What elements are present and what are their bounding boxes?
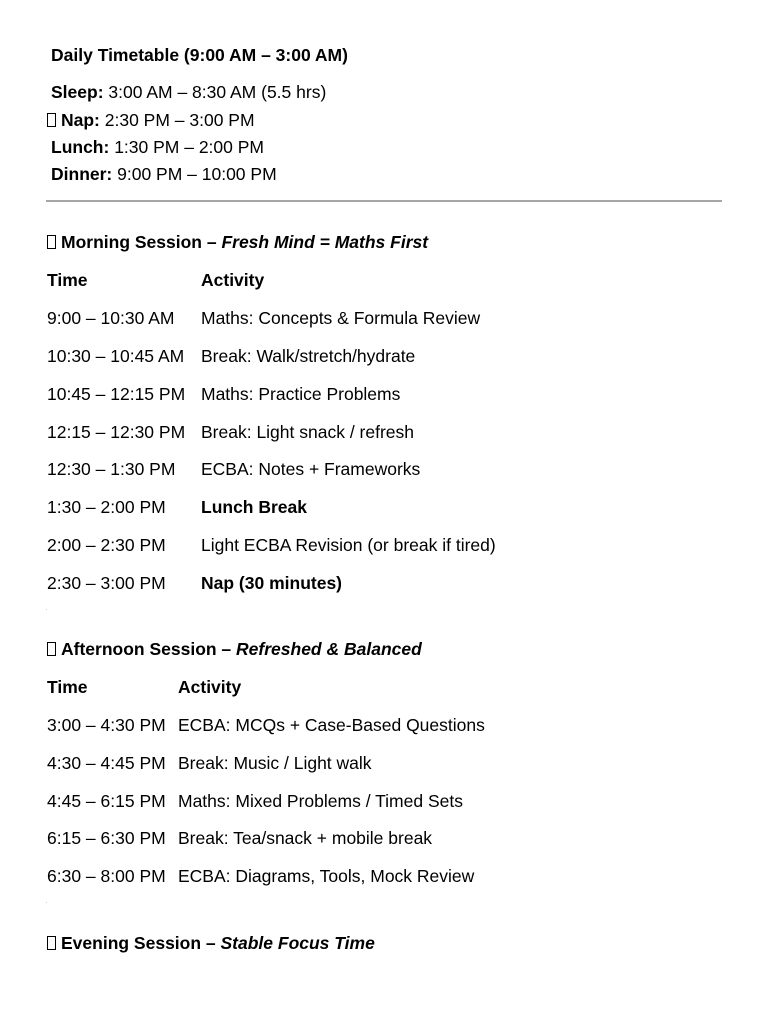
lunch-label: Lunch: <box>51 137 110 157</box>
time-cell: 2:00 – 2:30 PM <box>47 535 166 555</box>
sleep-value: 3:00 AM – 8:30 AM (5.5 hrs) <box>103 82 327 102</box>
activity-cell: Maths: Mixed Problems / Timed Sets <box>178 791 463 811</box>
activity-cell: ECBA: Notes + Frameworks <box>201 459 421 479</box>
time-cell: 12:30 – 1:30 PM <box>47 459 176 479</box>
morning-title: Morning Session – <box>61 232 222 252</box>
evening-heading <box>47 933 375 953</box>
time-cell: 9:00 – 10:30 AM <box>47 308 175 328</box>
time-cell: 4:30 – 4:45 PM <box>47 753 166 773</box>
afternoon-heading <box>47 639 422 659</box>
sleep-label: Sleep: <box>51 82 104 102</box>
column-header-activity: Activity <box>178 677 242 697</box>
activity-cell: Light ECBA Revision (or break if tired) <box>201 535 496 555</box>
empty-paragraph-mark <box>46 609 47 610</box>
activity-cell: Break: Music / Light walk <box>178 753 372 773</box>
nap-label: Nap: <box>61 110 100 130</box>
activity-cell: Break: Tea/snack + mobile break <box>178 828 433 848</box>
afternoon-subtitle: Refreshed & Balanced <box>236 639 422 659</box>
lunch-value: 1:30 PM – 2:00 PM <box>109 137 264 157</box>
dinner-value: 9:00 PM – 10:00 PM <box>112 164 277 184</box>
morning-heading <box>47 232 428 252</box>
lunch-line <box>51 137 264 157</box>
activity-cell: Nap (30 minutes) <box>201 573 342 593</box>
nap-value: 2:30 PM – 3:00 PM <box>99 110 255 130</box>
timetable-title: Daily Timetable (9:00 AM – 3:00 AM) <box>51 45 348 65</box>
time-cell: 2:30 – 3:00 PM <box>47 573 166 593</box>
activity-cell: Break: Walk/stretch/hydrate <box>201 346 416 366</box>
morning-subtitle: Fresh Mind = Maths First <box>221 232 429 252</box>
dinner-line <box>51 164 277 184</box>
horizontal-divider <box>46 200 722 202</box>
time-cell: 6:15 – 6:30 PM <box>47 828 166 848</box>
missing-glyph-icon <box>47 642 56 656</box>
sleep-line <box>51 82 326 102</box>
activity-cell: Maths: Concepts & Formula Review <box>201 308 481 328</box>
column-header-time: Time <box>47 270 88 290</box>
dinner-label: Dinner: <box>51 164 113 184</box>
time-cell: 12:15 – 12:30 PM <box>47 422 186 442</box>
evening-title: Evening Session – <box>61 933 221 953</box>
activity-cell: Lunch Break <box>201 497 307 517</box>
time-cell: 6:30 – 8:00 PM <box>47 866 166 886</box>
time-cell: 10:45 – 12:15 PM <box>47 384 186 404</box>
activity-cell: ECBA: Diagrams, Tools, Mock Review <box>178 866 475 886</box>
activity-cell: ECBA: MCQs + Case-Based Questions <box>178 715 485 735</box>
nap-line <box>47 110 255 130</box>
missing-glyph-icon <box>47 113 56 127</box>
missing-glyph-icon <box>47 936 56 950</box>
evening-subtitle: Stable Focus Time <box>220 933 375 953</box>
time-cell: 4:45 – 6:15 PM <box>47 791 166 811</box>
afternoon-title: Afternoon Session – <box>61 639 237 659</box>
activity-cell: Break: Light snack / refresh <box>201 422 415 442</box>
time-cell: 1:30 – 2:00 PM <box>47 497 166 517</box>
column-header-activity: Activity <box>201 270 265 290</box>
activity-cell: Maths: Practice Problems <box>201 384 401 404</box>
empty-paragraph-mark <box>46 902 47 903</box>
time-cell: 10:30 – 10:45 AM <box>47 346 185 366</box>
time-cell: 3:00 – 4:30 PM <box>47 715 166 735</box>
column-header-time: Time <box>47 677 88 697</box>
missing-glyph-icon <box>47 235 56 249</box>
